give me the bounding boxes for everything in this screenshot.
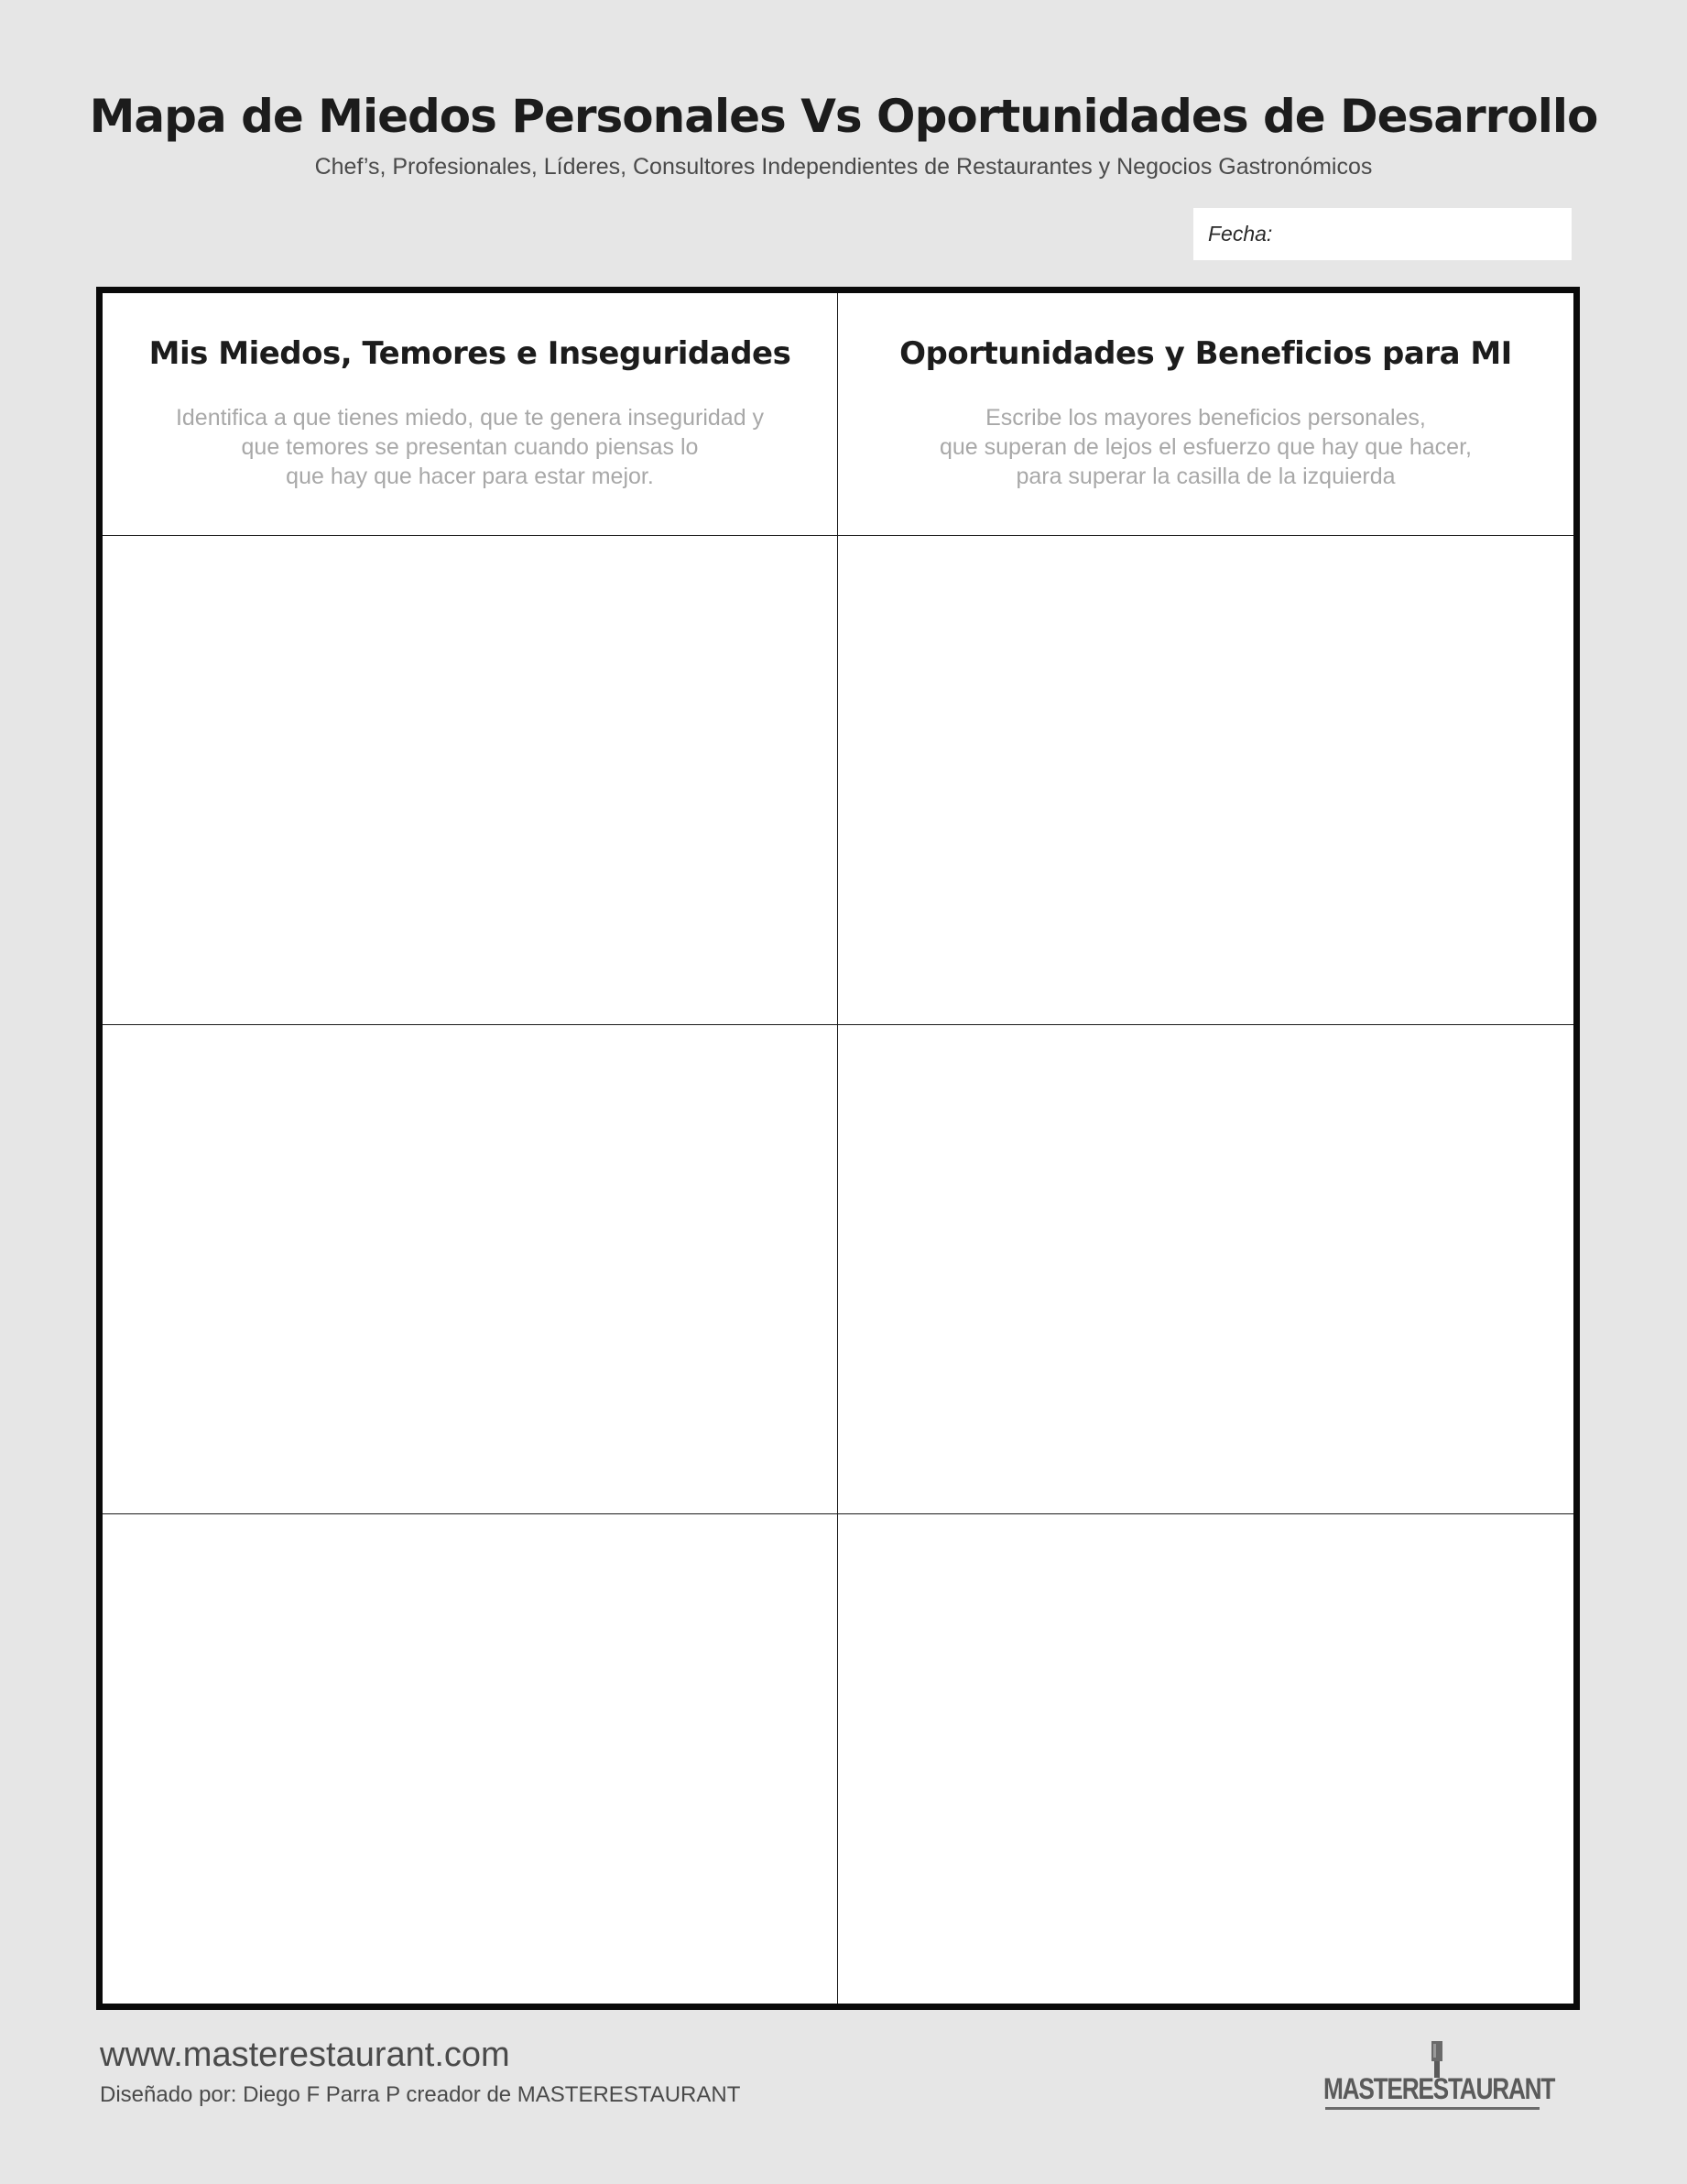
footer-website: www.masterestaurant.com: [100, 2036, 510, 2074]
opportunity-entry-cell-2[interactable]: [838, 1025, 1573, 1514]
fear-entry-cell-2[interactable]: [103, 1025, 838, 1514]
fears-opportunities-grid: [96, 287, 1580, 2010]
brand-wordmark: MASTERESTAURANT: [1323, 2072, 1555, 2105]
fears-description-line: Identifica a que tienes miedo, que te genera inseguridad y: [175, 405, 765, 431]
opportunities-column-description: [838, 403, 1573, 491]
opportunities-header-cell: [838, 293, 1573, 536]
fears-description-line: que hay que hacer para estar mejor.: [286, 464, 654, 489]
brand-underline: [1325, 2107, 1540, 2110]
fears-column-title: Mis Miedos, Temores e Inseguridades: [148, 335, 791, 372]
opportunities-description-line: que superan de lejos el esfuerzo que hay que hacer,: [940, 434, 1472, 460]
fears-column-description: [103, 403, 837, 491]
page-subtitle: Chef’s, Profesionales, Líderes, Consultores Independientes de Restaurantes y Negocios Gastronómicos: [314, 154, 1373, 180]
fear-entry-cell-3[interactable]: [103, 1514, 838, 2004]
opportunity-entry-cell-1[interactable]: [838, 536, 1573, 1025]
opportunities-description-line: para superar la casilla de la izquierda: [1016, 464, 1396, 489]
fears-header-cell: [103, 293, 838, 536]
opportunities-column-title: Oportunidades y Beneficios para MI: [899, 335, 1512, 372]
opportunity-entry-cell-3[interactable]: [838, 1514, 1573, 2004]
brand-logo: [1323, 2041, 1555, 2113]
date-label: Fecha:: [1208, 222, 1273, 246]
date-field[interactable]: [1193, 208, 1572, 260]
page-title: Mapa de Miedos Personales Vs Oportunidades de Desarrollo: [89, 90, 1598, 143]
opportunities-description-line: Escribe los mayores beneficios personales,: [985, 405, 1426, 431]
fear-entry-cell-1[interactable]: [103, 536, 838, 1025]
fears-description-line: que temores se presentan cuando piensas lo: [241, 434, 699, 460]
footer-credit: Diseñado por: Diego F Parra P creador de MASTERESTAURANT: [100, 2082, 741, 2107]
